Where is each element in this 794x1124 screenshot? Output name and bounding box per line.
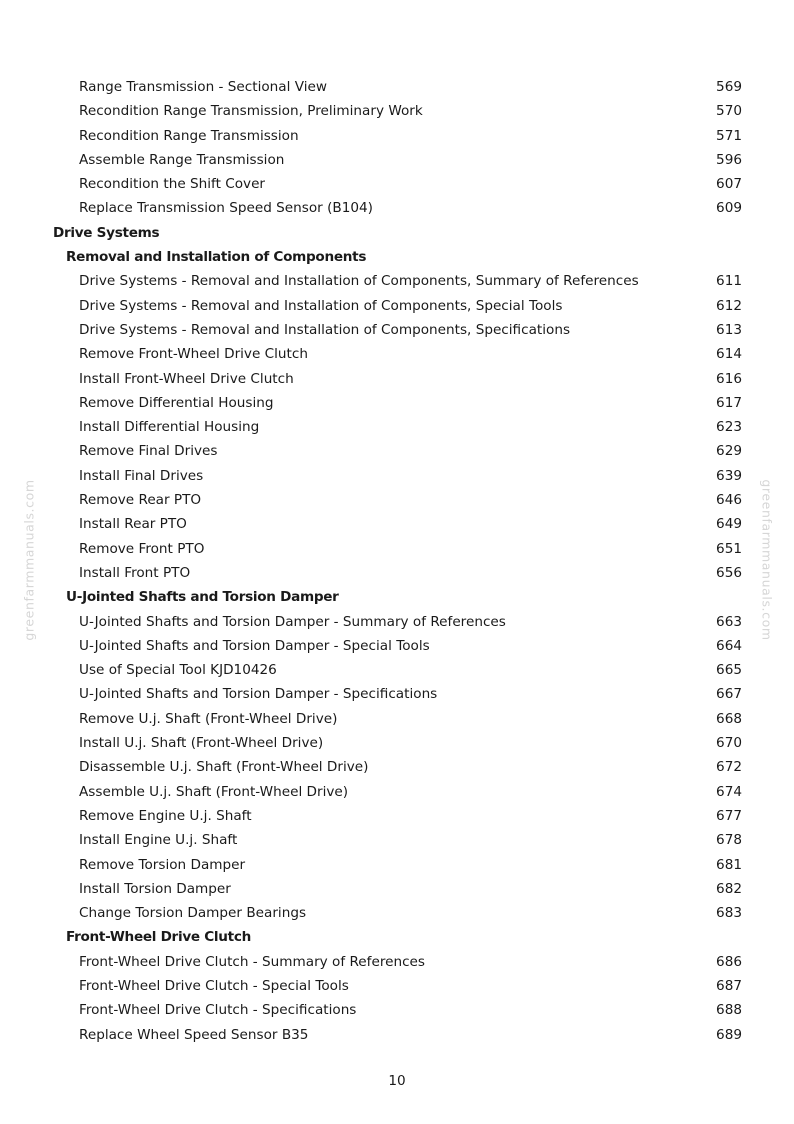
toc-entry[interactable] (0, 75, 794, 99)
toc-entry-page: 686 (716, 953, 742, 970)
toc-entry-page: 663 (716, 613, 742, 630)
toc-entry[interactable] (0, 658, 794, 682)
toc-entry-title: Install Front PTO (79, 564, 191, 581)
toc-subsection-heading[interactable] (0, 585, 794, 609)
toc-entry-title: Remove Front PTO (79, 540, 205, 557)
toc-entry[interactable] (0, 318, 794, 342)
toc-entry[interactable] (0, 561, 794, 585)
toc-entry-page: 611 (716, 273, 742, 290)
toc-entry-title: Replace Wheel Speed Sensor B35 (79, 1026, 309, 1043)
toc-entry-title: Drive Systems - Removal and Installation of Components, Specifications (79, 321, 571, 338)
toc-entry[interactable] (0, 367, 794, 391)
toc-entry-page: 616 (716, 370, 742, 387)
toc-entry-title: Drive Systems - Removal and Installation of Components, Summary of References (79, 273, 639, 290)
toc-entry[interactable] (0, 537, 794, 561)
toc-entry-page: 639 (716, 467, 742, 484)
toc-entry-page: 629 (716, 443, 742, 460)
toc-entry-title: Use of Special Tool KJD10426 (79, 662, 277, 679)
toc-entry-title: Assemble Range Transmission (79, 151, 285, 168)
toc-entry[interactable] (0, 439, 794, 463)
toc-entry-title: Recondition the Shift Cover (79, 176, 266, 193)
toc-entry-page: 646 (716, 492, 742, 509)
toc-entry[interactable] (0, 124, 794, 148)
toc-entry[interactable] (0, 148, 794, 172)
toc-entry-title: Install Final Drives (79, 467, 204, 484)
toc-entry[interactable] (0, 901, 794, 925)
toc-entry-page: 570 (716, 103, 742, 120)
toc-entry-title: Install U.j. Shaft (Front-Wheel Drive) (79, 735, 324, 752)
watermark-text: greenfarmmanuals.com (759, 479, 775, 641)
toc-entry-page: 613 (716, 321, 742, 338)
toc-entry-page: 670 (716, 735, 742, 752)
toc-entry-title: Remove Final Drives (79, 443, 218, 460)
toc-entry-page: 623 (716, 419, 742, 436)
toc-entry-title: Drive Systems - Removal and Installation of Components, Special Tools (79, 297, 563, 314)
toc-entry-page: 617 (716, 394, 742, 411)
toc-entry-title: Change Torsion Damper Bearings (79, 905, 307, 922)
toc-subsection-heading[interactable] (0, 245, 794, 269)
toc-entry-title: Install Engine U.j. Shaft (79, 832, 238, 849)
toc-entry[interactable] (0, 950, 794, 974)
toc-entry-page: 569 (716, 79, 742, 95)
toc-entry-page: 614 (716, 346, 742, 363)
toc-entry-page: 677 (716, 807, 742, 824)
toc-entry-title: Install Front-Wheel Drive Clutch (79, 370, 294, 387)
toc-entry[interactable] (0, 755, 794, 779)
toc-entry-page: 665 (716, 662, 742, 679)
toc-entry-page: 688 (716, 1002, 742, 1019)
toc-entry-page: 656 (716, 564, 742, 581)
toc-entry-page: 683 (716, 905, 742, 922)
toc-entry-page: 651 (716, 540, 742, 557)
toc-entry-title: Remove Torsion Damper (79, 856, 246, 873)
toc-entry-title: Remove Rear PTO (79, 492, 202, 509)
toc-entry-title: Assemble U.j. Shaft (Front-Wheel Drive) (79, 783, 349, 800)
toc-entry[interactable] (0, 464, 794, 488)
toc-entry-title: Front-Wheel Drive Clutch - Specifications (79, 1002, 357, 1019)
toc-entry-page: 672 (716, 759, 742, 776)
toc-entry[interactable] (0, 512, 794, 536)
toc-entry-page: 596 (716, 151, 742, 168)
toc-entry[interactable] (0, 1023, 794, 1047)
toc-entry-title: Install Rear PTO (79, 516, 187, 533)
toc-entry[interactable] (0, 998, 794, 1022)
toc-entry-title: Front-Wheel Drive Clutch - Special Tools (79, 977, 349, 994)
toc-entry[interactable] (0, 731, 794, 755)
toc-entry[interactable] (0, 804, 794, 828)
toc-entry[interactable] (0, 415, 794, 439)
toc-entry-title: Install Torsion Damper (79, 880, 231, 897)
toc-entry-title: Replace Transmission Speed Sensor (B104) (79, 200, 373, 217)
toc-entry-page: 571 (716, 127, 742, 144)
toc-entry-title: Recondition Range Transmission, Preliminary Work (79, 103, 423, 120)
toc-entry-title: Remove Differential Housing (79, 394, 274, 411)
toc-entry[interactable] (0, 610, 794, 634)
toc-entry[interactable] (0, 780, 794, 804)
toc-entry[interactable] (0, 974, 794, 998)
toc-entry-page: 612 (716, 297, 742, 314)
watermark-text: greenfarmmanuals.com (21, 479, 37, 641)
toc-entry[interactable] (0, 877, 794, 901)
toc-entry[interactable] (0, 99, 794, 123)
toc-entry[interactable] (0, 853, 794, 877)
toc-entry-page: 687 (716, 977, 742, 994)
toc-entry-page: 689 (716, 1026, 742, 1043)
toc-entry[interactable] (0, 294, 794, 318)
toc-entry[interactable] (0, 342, 794, 366)
toc-entry[interactable] (0, 172, 794, 196)
page-number: 10 (388, 1073, 406, 1089)
toc-entry-title: Remove Front-Wheel Drive Clutch (79, 346, 308, 363)
toc-entry-page: 678 (716, 832, 742, 849)
toc-entry[interactable] (0, 634, 794, 658)
toc-entry-title: Front-Wheel Drive Clutch (66, 929, 251, 946)
toc-entry-title: Remove U.j. Shaft (Front-Wheel Drive) (79, 710, 338, 727)
toc-entry-page: 649 (716, 516, 742, 533)
toc-entry-title: U-Jointed Shafts and Torsion Damper (66, 589, 339, 606)
toc-entry-title: Disassemble U.j. Shaft (Front-Wheel Drive) (79, 759, 369, 776)
toc-entry-page: 681 (716, 856, 742, 873)
toc-entry[interactable] (0, 682, 794, 706)
toc-entry-page: 682 (716, 880, 742, 897)
toc-entry[interactable] (0, 269, 794, 293)
toc-entry-page: 667 (716, 686, 742, 703)
toc-entry-title: Remove Engine U.j. Shaft (79, 807, 252, 824)
toc-entry[interactable] (0, 391, 794, 415)
toc-entry-page: 668 (716, 710, 742, 727)
toc-entry-title: U-Jointed Shafts and Torsion Damper - Specifications (79, 686, 438, 703)
toc-entry-page: 664 (716, 637, 742, 654)
toc-entry-title: Front-Wheel Drive Clutch - Summary of References (79, 953, 426, 970)
toc-entry[interactable] (0, 707, 794, 731)
toc-entry-title: U-Jointed Shafts and Torsion Damper - Summary of References (79, 613, 506, 630)
toc-entry-title: Range Transmission - Sectional View (79, 79, 327, 95)
toc-entry-title: U-Jointed Shafts and Torsion Damper - Special Tools (79, 637, 430, 654)
toc-entry-page: 607 (716, 176, 742, 193)
toc-entry-page: 674 (716, 783, 742, 800)
toc-entry-title: Removal and Installation of Components (66, 249, 367, 266)
toc-entry[interactable] (0, 488, 794, 512)
toc-entry-title: Recondition Range Transmission (79, 127, 299, 144)
toc-entry-page: 609 (716, 200, 742, 217)
toc-entry[interactable] (0, 828, 794, 852)
toc-entry[interactable] (0, 196, 794, 220)
toc-subsection-heading[interactable] (0, 925, 794, 949)
toc-entry-title: Drive Systems (53, 224, 160, 241)
toc-entry-title: Install Differential Housing (79, 419, 260, 436)
toc-section-heading[interactable] (0, 221, 794, 245)
table-of-contents (0, 75, 794, 1047)
